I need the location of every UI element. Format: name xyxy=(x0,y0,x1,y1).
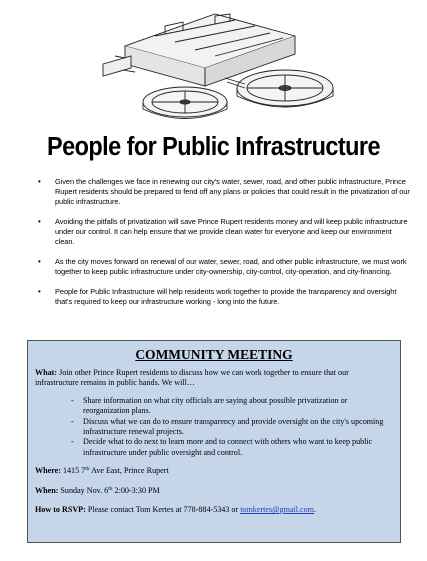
bullet-marker: • xyxy=(38,287,41,296)
list-item: - Decide what to do next to learn more and to connect with others who want to keep public infrastructure under public oversight and control. xyxy=(71,437,373,457)
bullet-marker: • xyxy=(38,257,41,266)
agenda-list xyxy=(35,396,393,458)
where-line: Where: 1415 7th Ave East, Prince Rupert xyxy=(35,466,169,476)
list-item: • Avoiding the pitfalls of privatization will save Prince Rupert residents money and will keep public infrastructure under our control. It can help ensure that we provide clean water for everyone and keep our environment clean. xyxy=(38,217,408,246)
bullet-marker: • xyxy=(38,217,41,226)
page-title: People for Public Infrastructure xyxy=(46,133,381,161)
list-item: • Given the challenges we face in renewing our city's water, sewer, road, and other public infrastructure, Prince Rupert residents should be prepared to fend off any plans or policies that could result in the privatization of our public infrastructure. xyxy=(38,177,410,206)
list-item: - Discuss what we can do to ensure transparency and provide oversight on the city's upcoming infrastructure renewal projects. xyxy=(71,416,384,437)
meeting-heading: COMMUNITY MEETING xyxy=(135,347,293,362)
what-paragraph: What: Join other Prince Rupert residents to discuss how we can work together to ensure that our infrastructure remains in public hands. We will… xyxy=(35,368,349,388)
bullet-marker: • xyxy=(38,177,41,186)
list-item: - Share information on what city officials are saying about possible privatization or reorganization plans. xyxy=(71,395,348,416)
email-link[interactable]: tomkertes@gmail.com xyxy=(240,505,314,515)
list-item: • As the city moves forward on renewal of our water, sewer, road, and other public infrastructure, we must work together to keep public infrastructure under city-ownership, city-control, city-operation, and city-financing. xyxy=(38,257,407,276)
community-meeting-box xyxy=(27,340,401,543)
rsvp-line: How to RSVP: Please contact Tom Kertes at 778-884-5343 or tomkertes@gmail.com. xyxy=(35,505,316,515)
list-item: • People for Public Infrastructure will help residents work together to provide the transparency and oversight that's required to keep our infrastructure working - long into the future. xyxy=(38,287,397,306)
when-line: When: Sunday Nov. 6th 2:00-3:30 PM xyxy=(35,485,160,495)
water-treatment-plant-illustration xyxy=(95,6,340,124)
bullet-list xyxy=(38,177,410,317)
